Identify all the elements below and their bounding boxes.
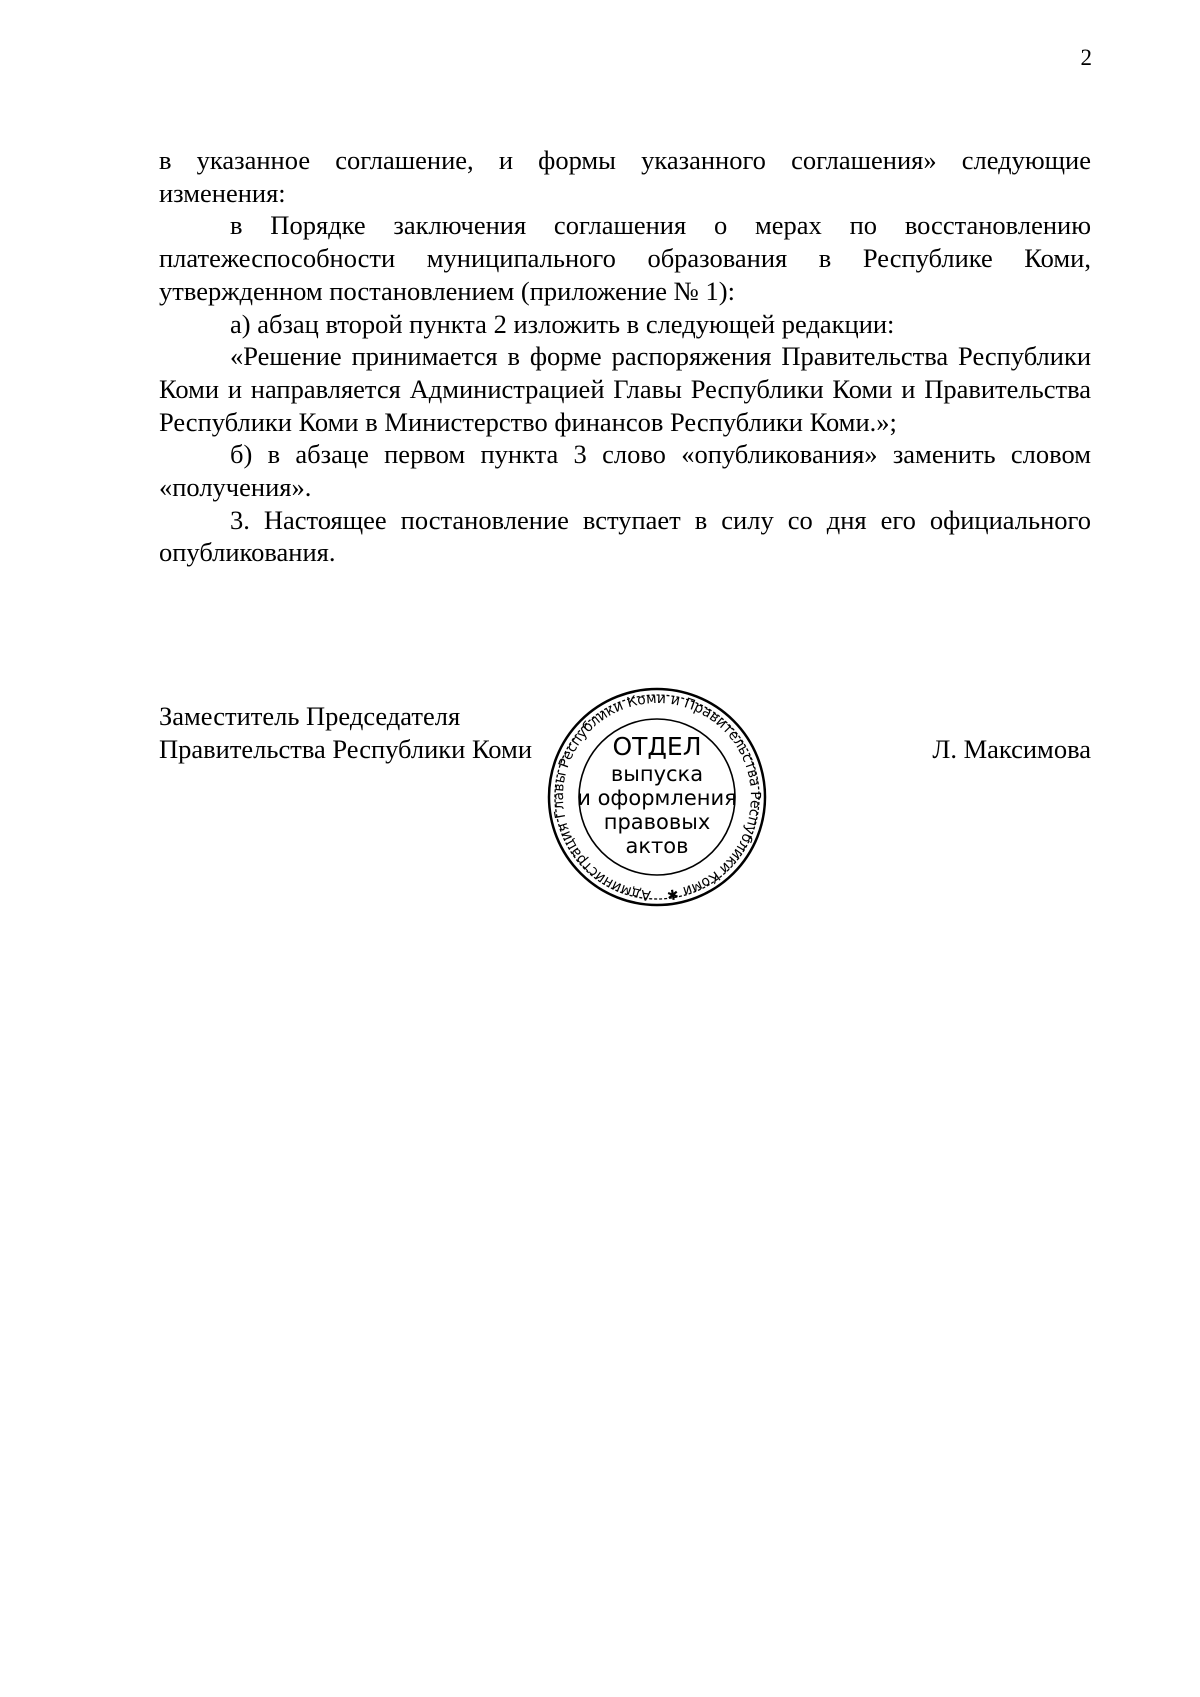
- paragraph-effective-date: 3. Настоящее постановление вступает в силу со дня его официального опубликования.: [159, 504, 1091, 568]
- signatory-position-line-2: Правительства Республики Коми: [159, 734, 533, 764]
- paragraph-decision-quote: «Решение принимается в форме распоряжения Правительства Республики Коми и направляется Администрацией Главы Республики Коми и Правительства Республики Коми в Министерство финансов Республики Коми.»;: [159, 341, 1091, 437]
- signatory-name: Л. Максимова: [932, 734, 1091, 764]
- seal-center-line-5: актов: [625, 834, 689, 858]
- paragraph-procedure-amendment: в Порядке заключения соглашения о мерах по восстановлению платежеспособности муниципального образования в Республике Коми, утвержденном постановлением (приложение № 1):: [159, 210, 1091, 306]
- paragraph-continuation: в указанное соглашение, и формы указанного соглашения» следующие изменения:: [159, 145, 1091, 208]
- page-number: 2: [1080, 45, 1092, 70]
- official-seal-stamp: [537, 678, 777, 908]
- signatory-position-line-1: Заместитель Председателя: [159, 701, 461, 731]
- seal-center-line-2: выпуска: [610, 762, 704, 786]
- document-body: [159, 144, 1091, 569]
- seal-center-line-1: ОТДЕЛ: [612, 732, 702, 761]
- seal-ring-text: Администрация Главы Республики Коми и Правительства Республики Коми ✱: [550, 690, 764, 903]
- paragraph-item-a: а) абзац второй пункта 2 изложить в следующей редакции:: [230, 308, 895, 339]
- paragraph-item-b: б) в абзаце первом пункта 3 слово «опубликования» заменить словом «получения».: [159, 439, 1091, 503]
- seal-center-line-3: и оформления: [577, 786, 737, 810]
- seal-center-line-4: правовых: [603, 810, 711, 834]
- signatory-position: [159, 700, 532, 766]
